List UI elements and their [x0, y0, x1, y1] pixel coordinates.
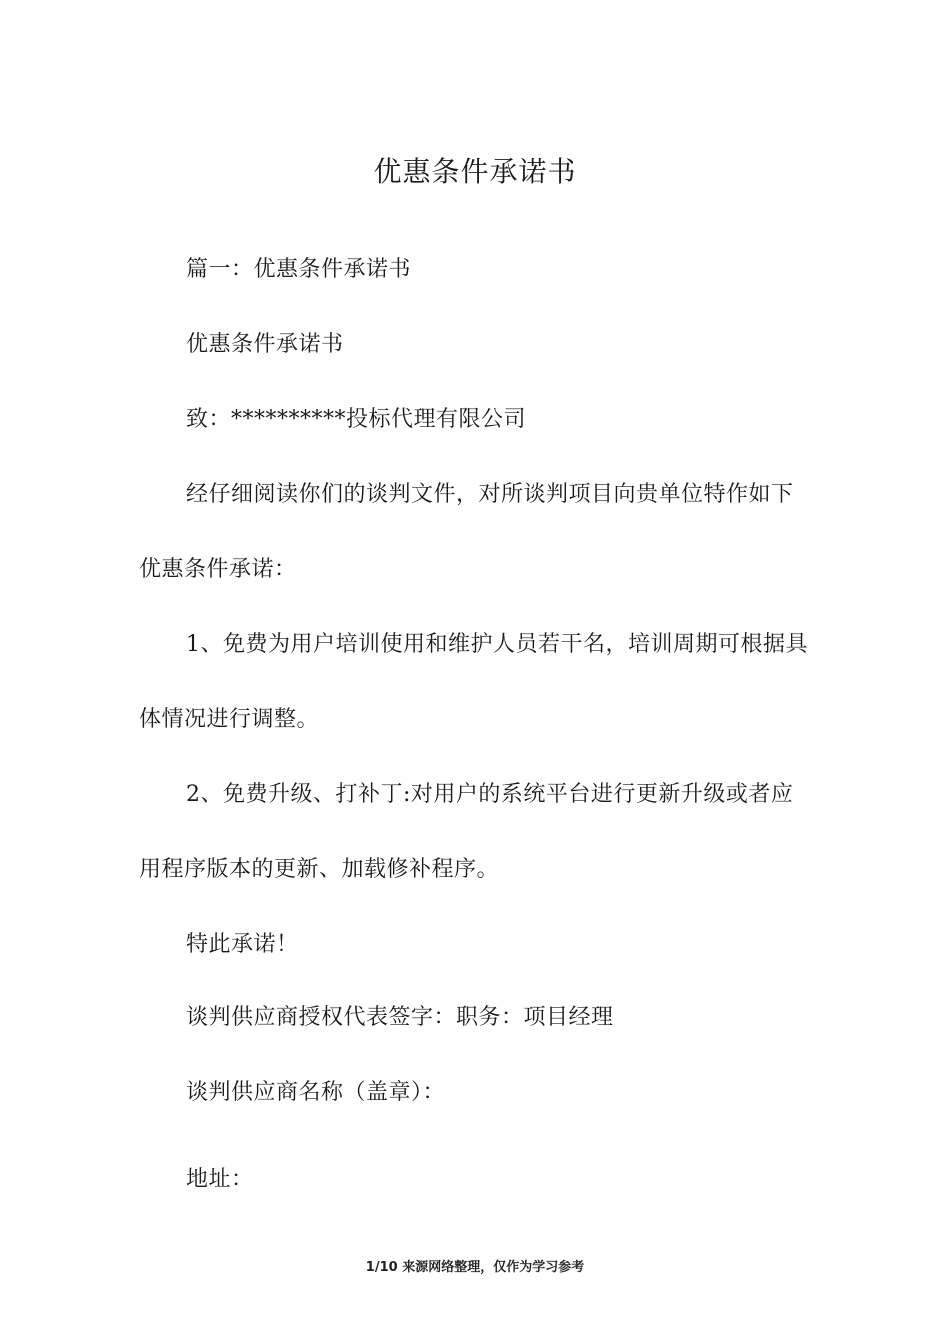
paragraph-address: 地址： — [186, 1167, 254, 1192]
paragraph-closing: 特此承诺！ — [186, 932, 299, 957]
paragraph-addressee: 致：**********投标代理有限公司 — [186, 407, 527, 432]
paragraph-section-heading: 篇一：优惠条件承诺书 — [186, 257, 412, 282]
document-title: 优惠条件承诺书 — [373, 155, 577, 188]
paragraph-subtitle: 优惠条件承诺书 — [186, 332, 344, 357]
paragraph-intro-line1: 经仔细阅读你们的谈判文件，对所谈判项目向贵单位特作如下 — [186, 482, 794, 507]
page-footer: 1/10 来源网络整理，仅作为学习参考 — [365, 1260, 585, 1275]
paragraph-item2-line1: 2、免费升级、打补丁:对用户的系统平台进行更新升级或者应 — [186, 782, 794, 807]
paragraph-item1-line2: 体情况进行调整。 — [139, 707, 320, 732]
paragraph-item2-line2: 用程序版本的更新、加载修补程序。 — [139, 857, 500, 882]
paragraph-intro-line2: 优惠条件承诺： — [139, 557, 297, 582]
paragraph-company-seal: 谈判供应商名称（盖章）： — [186, 1080, 446, 1105]
paragraph-item1-line1: 1、免费为用户培训使用和维护人员若干名，培训周期可根据具 — [186, 632, 808, 657]
paragraph-signature: 谈判供应商授权代表签字：职务：项目经理 — [186, 1005, 614, 1030]
